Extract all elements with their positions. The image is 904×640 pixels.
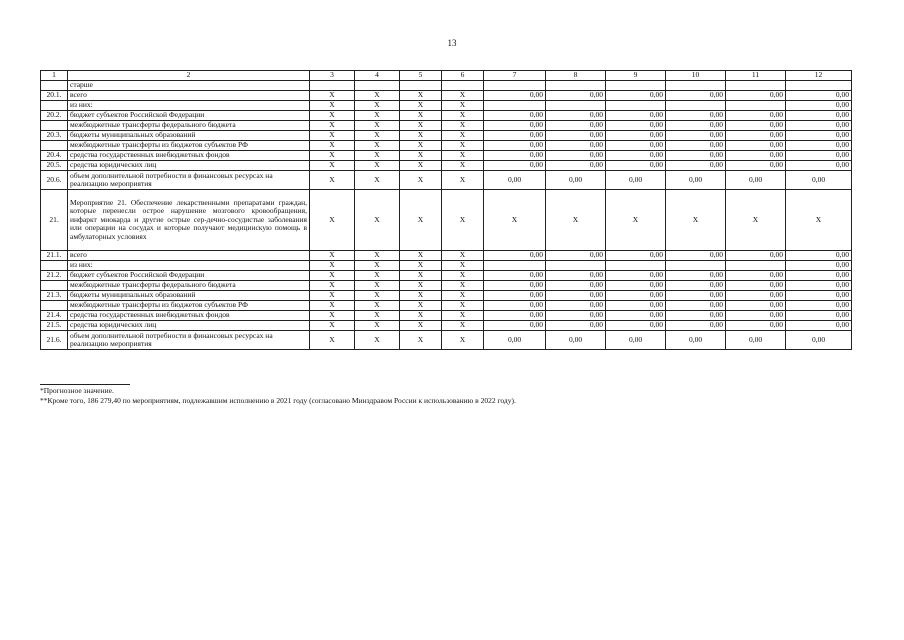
- cell-value: 0,00: [786, 301, 852, 311]
- cell-value: 0,00: [726, 271, 786, 281]
- cell-marker: X: [442, 291, 484, 301]
- cell-value: 0,00: [726, 151, 786, 161]
- table-row: [41, 171, 852, 190]
- cell-value: 0,00: [484, 321, 546, 331]
- cell-value: 0,00: [786, 311, 852, 321]
- cell-value: [546, 261, 606, 271]
- cell-value: 0,00: [666, 171, 726, 190]
- cell-value: 0,00: [546, 171, 606, 190]
- cell-value: 0,00: [726, 321, 786, 331]
- cell-marker: [400, 81, 442, 91]
- row-label: объем дополнительной потребности в финансовых ресурсах на реализацию мероприятия: [68, 331, 310, 350]
- cell-value: 0,00: [666, 331, 726, 350]
- col-header-8: 8: [546, 71, 606, 81]
- header-row: [41, 71, 852, 81]
- cell-marker: X: [442, 261, 484, 271]
- cell-marker: X: [355, 251, 400, 261]
- cell-value: 0,00: [484, 291, 546, 301]
- cell-value: 0,00: [666, 91, 726, 101]
- cell-marker: X: [400, 141, 442, 151]
- cell-value: 0,00: [666, 141, 726, 151]
- cell-value: 0,00: [484, 311, 546, 321]
- cell-value: 0,00: [786, 151, 852, 161]
- cell-value: 0,00: [726, 161, 786, 171]
- cell-marker: X: [355, 121, 400, 131]
- cell-marker: [442, 81, 484, 91]
- cell-value: 0,00: [726, 141, 786, 151]
- cell-value: 0,00: [726, 121, 786, 131]
- cell-value: 0,00: [546, 321, 606, 331]
- cell-marker: X: [400, 321, 442, 331]
- cell-marker: X: [400, 261, 442, 271]
- cell-marker: X: [355, 281, 400, 291]
- footnote-additional: **Кроме того, 186 279,40 по мероприятиям, подлежавшим исполнению в 2021 году (согласовано Минздравом России к использованию в 2022 году).: [40, 395, 516, 405]
- row-number: 21.3.: [41, 291, 68, 301]
- cell-marker: X: [442, 161, 484, 171]
- cell-value: 0,00: [546, 301, 606, 311]
- cell-value: 0,00: [726, 111, 786, 121]
- cell-marker: X: [310, 121, 355, 131]
- cell-value: 0,00: [666, 321, 726, 331]
- cell-marker: X: [355, 190, 400, 251]
- col-header-3: 3: [310, 71, 355, 81]
- cell-value: 0,00: [666, 161, 726, 171]
- cell-marker: X: [400, 271, 442, 281]
- cell-value: 0,00: [666, 311, 726, 321]
- row-number: 20.5.: [41, 161, 68, 171]
- row-label: средства юридических лиц: [68, 161, 310, 171]
- cell-value: [484, 261, 546, 271]
- cell-value: [666, 81, 726, 91]
- cell-value: X: [546, 190, 606, 251]
- cell-value: 0,00: [666, 121, 726, 131]
- row-number: 20.2.: [41, 111, 68, 121]
- row-label: межбюджетные трансферты из бюджетов субъектов РФ: [68, 141, 310, 151]
- cell-marker: X: [400, 91, 442, 101]
- cell-marker: X: [310, 151, 355, 161]
- table-row: [41, 301, 852, 311]
- cell-value: [666, 261, 726, 271]
- cell-marker: X: [310, 161, 355, 171]
- cell-marker: X: [355, 161, 400, 171]
- cell-value: 0,00: [606, 121, 666, 131]
- cell-value: 0,00: [606, 131, 666, 141]
- table-row: [41, 161, 852, 171]
- cell-value: 0,00: [606, 281, 666, 291]
- cell-value: 0,00: [666, 281, 726, 291]
- cell-value: 0,00: [484, 301, 546, 311]
- row-number: [41, 101, 68, 111]
- cell-value: 0,00: [484, 131, 546, 141]
- cell-value: [726, 101, 786, 111]
- cell-value: 0,00: [786, 261, 852, 271]
- table-row: [41, 331, 852, 350]
- cell-value: 0,00: [606, 311, 666, 321]
- cell-value: 0,00: [484, 91, 546, 101]
- cell-marker: X: [355, 271, 400, 281]
- cell-marker: X: [310, 190, 355, 251]
- cell-value: 0,00: [606, 291, 666, 301]
- cell-marker: [310, 81, 355, 91]
- row-number: [41, 281, 68, 291]
- cell-value: 0,00: [606, 141, 666, 151]
- cell-marker: X: [442, 190, 484, 251]
- cell-marker: X: [400, 291, 442, 301]
- cell-marker: X: [310, 311, 355, 321]
- cell-value: 0,00: [666, 131, 726, 141]
- row-number: [41, 301, 68, 311]
- table-row: [41, 271, 852, 281]
- row-number: 21.5.: [41, 321, 68, 331]
- cell-marker: X: [442, 331, 484, 350]
- cell-value: 0,00: [606, 251, 666, 261]
- cell-marker: X: [442, 141, 484, 151]
- footnote-forecast: *Прогнозное значение.: [40, 386, 114, 395]
- cell-value: 0,00: [786, 91, 852, 101]
- row-label: бюджеты муниципальных образований: [68, 131, 310, 141]
- cell-value: 0,00: [786, 251, 852, 261]
- cell-marker: X: [442, 121, 484, 131]
- col-header-9: 9: [606, 71, 666, 81]
- cell-marker: X: [400, 111, 442, 121]
- cell-value: 0,00: [484, 111, 546, 121]
- cell-marker: X: [310, 261, 355, 271]
- cell-marker: X: [310, 131, 355, 141]
- cell-value: 0,00: [786, 141, 852, 151]
- cell-value: 0,00: [546, 281, 606, 291]
- cell-marker: X: [442, 101, 484, 111]
- cell-value: 0,00: [666, 301, 726, 311]
- cell-marker: X: [400, 190, 442, 251]
- cell-marker: X: [310, 331, 355, 350]
- cell-marker: X: [355, 331, 400, 350]
- table-row: [41, 131, 852, 141]
- cell-marker: X: [442, 151, 484, 161]
- cell-value: [606, 261, 666, 271]
- cell-marker: X: [400, 331, 442, 350]
- cell-value: 0,00: [726, 311, 786, 321]
- cell-value: 0,00: [546, 161, 606, 171]
- cell-value: 0,00: [546, 111, 606, 121]
- row-number: 21.2.: [41, 271, 68, 281]
- table-row: [41, 141, 852, 151]
- cell-value: 0,00: [666, 251, 726, 261]
- col-header-5: 5: [400, 71, 442, 81]
- cell-value: 0,00: [726, 301, 786, 311]
- cell-value: 0,00: [606, 321, 666, 331]
- cell-marker: X: [400, 131, 442, 141]
- row-label: объем дополнительной потребности в финансовых ресурсах на реализацию мероприятия: [68, 171, 310, 190]
- cell-value: 0,00: [786, 161, 852, 171]
- footnotes: [40, 384, 516, 405]
- cell-marker: X: [442, 311, 484, 321]
- cell-value: X: [786, 190, 852, 251]
- cell-value: 0,00: [606, 91, 666, 101]
- cell-marker: X: [310, 101, 355, 111]
- cell-marker: X: [310, 321, 355, 331]
- col-header-1: 1: [41, 71, 68, 81]
- row-label: всего: [68, 91, 310, 101]
- cell-value: 0,00: [484, 271, 546, 281]
- row-label: средства юридических лиц: [68, 321, 310, 331]
- cell-value: 0,00: [726, 251, 786, 261]
- cell-marker: X: [310, 271, 355, 281]
- cell-marker: X: [355, 311, 400, 321]
- cell-marker: X: [355, 301, 400, 311]
- cell-value: 0,00: [786, 331, 852, 350]
- cell-value: 0,00: [546, 91, 606, 101]
- row-number: 20.3.: [41, 131, 68, 141]
- cell-marker: X: [400, 101, 442, 111]
- cell-value: 0,00: [484, 151, 546, 161]
- row-label: старше: [68, 81, 310, 91]
- row-label: из них:: [68, 101, 310, 111]
- cell-value: 0,00: [546, 251, 606, 261]
- cell-value: [484, 81, 546, 91]
- cell-value: 0,00: [484, 281, 546, 291]
- row-label: бюджеты муниципальных образований: [68, 291, 310, 301]
- cell-value: 0,00: [726, 91, 786, 101]
- cell-marker: X: [400, 161, 442, 171]
- cell-value: 0,00: [606, 161, 666, 171]
- row-label: межбюджетные трансферты федерального бюджета: [68, 281, 310, 291]
- cell-value: 0,00: [546, 331, 606, 350]
- cell-marker: X: [355, 171, 400, 190]
- table-row: [41, 281, 852, 291]
- cell-value: X: [666, 190, 726, 251]
- row-label: из них:: [68, 261, 310, 271]
- page-number: 13: [447, 38, 457, 48]
- cell-value: 0,00: [786, 101, 852, 111]
- row-number: [41, 81, 68, 91]
- cell-value: 0,00: [484, 331, 546, 350]
- cell-marker: X: [442, 321, 484, 331]
- table-row: [41, 311, 852, 321]
- cell-value: 0,00: [606, 111, 666, 121]
- footnote-separator: [40, 384, 130, 385]
- row-label: средства государственных внебюджетных фондов: [68, 311, 310, 321]
- row-label: межбюджетные трансферты из бюджетов субъектов РФ: [68, 301, 310, 311]
- cell-value: 0,00: [484, 121, 546, 131]
- cell-value: 0,00: [546, 271, 606, 281]
- cell-value: 0,00: [786, 111, 852, 121]
- cell-marker: X: [355, 141, 400, 151]
- cell-value: [726, 81, 786, 91]
- row-number: [41, 121, 68, 131]
- row-number: 20.6.: [41, 171, 68, 190]
- cell-marker: X: [310, 111, 355, 121]
- cell-marker: X: [310, 291, 355, 301]
- cell-marker: X: [442, 111, 484, 121]
- cell-value: X: [606, 190, 666, 251]
- cell-marker: X: [310, 301, 355, 311]
- row-number: 21.6.: [41, 331, 68, 350]
- cell-value: 0,00: [786, 271, 852, 281]
- table-row: [41, 291, 852, 301]
- col-header-12: 12: [786, 71, 852, 81]
- table-row: [41, 91, 852, 101]
- cell-value: 0,00: [726, 171, 786, 190]
- cell-value: 0,00: [606, 301, 666, 311]
- cell-value: 0,00: [546, 151, 606, 161]
- cell-value: 0,00: [786, 281, 852, 291]
- row-number: 21.4.: [41, 311, 68, 321]
- cell-marker: [355, 81, 400, 91]
- cell-marker: X: [442, 91, 484, 101]
- cell-value: 0,00: [606, 171, 666, 190]
- row-number: 20.1.: [41, 91, 68, 101]
- table-row: [41, 261, 852, 271]
- row-number: [41, 261, 68, 271]
- cell-value: 0,00: [606, 151, 666, 161]
- cell-marker: X: [400, 121, 442, 131]
- cell-marker: X: [355, 101, 400, 111]
- cell-value: 0,00: [786, 171, 852, 190]
- financing-table: [40, 70, 852, 350]
- cell-marker: X: [400, 311, 442, 321]
- cell-value: 0,00: [546, 291, 606, 301]
- cell-marker: X: [400, 281, 442, 291]
- col-header-11: 11: [726, 71, 786, 81]
- table-row: [41, 321, 852, 331]
- cell-marker: X: [400, 301, 442, 311]
- cell-value: 0,00: [484, 161, 546, 171]
- cell-marker: X: [355, 261, 400, 271]
- cell-marker: X: [442, 171, 484, 190]
- cell-value: 0,00: [484, 141, 546, 151]
- cell-value: [666, 101, 726, 111]
- table-row: [41, 81, 852, 91]
- row-label: межбюджетные трансферты федерального бюджета: [68, 121, 310, 131]
- row-number: 21.: [41, 190, 68, 251]
- cell-value: 0,00: [786, 121, 852, 131]
- cell-marker: X: [355, 321, 400, 331]
- row-label: бюджет субъектов Российской Федерации: [68, 271, 310, 281]
- table-row: [41, 101, 852, 111]
- cell-value: 0,00: [666, 271, 726, 281]
- cell-value: [484, 101, 546, 111]
- cell-marker: X: [355, 111, 400, 121]
- col-header-10: 10: [666, 71, 726, 81]
- cell-value: [606, 101, 666, 111]
- cell-value: 0,00: [726, 131, 786, 141]
- col-header-7: 7: [484, 71, 546, 81]
- cell-value: 0,00: [484, 251, 546, 261]
- cell-value: [546, 81, 606, 91]
- cell-marker: X: [355, 151, 400, 161]
- cell-value: [726, 261, 786, 271]
- cell-marker: X: [310, 281, 355, 291]
- cell-value: 0,00: [666, 111, 726, 121]
- table-row: [41, 121, 852, 131]
- cell-marker: X: [355, 131, 400, 141]
- cell-marker: X: [355, 291, 400, 301]
- cell-value: X: [484, 190, 546, 251]
- cell-marker: X: [400, 151, 442, 161]
- cell-value: 0,00: [726, 291, 786, 301]
- row-label: бюджет субъектов Российской Федерации: [68, 111, 310, 121]
- cell-marker: X: [442, 281, 484, 291]
- table-row: [41, 111, 852, 121]
- cell-value: [786, 81, 852, 91]
- row-number: 21.1.: [41, 251, 68, 261]
- row-label: средства государственных внебюджетных фондов: [68, 151, 310, 161]
- cell-marker: X: [310, 91, 355, 101]
- cell-value: 0,00: [606, 331, 666, 350]
- cell-marker: X: [442, 251, 484, 261]
- col-header-2: 2: [68, 71, 310, 81]
- cell-value: 0,00: [666, 151, 726, 161]
- col-header-4: 4: [355, 71, 400, 81]
- cell-marker: X: [400, 171, 442, 190]
- cell-value: 0,00: [606, 271, 666, 281]
- col-header-6: 6: [442, 71, 484, 81]
- cell-value: 0,00: [786, 291, 852, 301]
- cell-value: 0,00: [726, 331, 786, 350]
- cell-value: 0,00: [546, 141, 606, 151]
- cell-marker: X: [442, 271, 484, 281]
- table-row: [41, 190, 852, 251]
- row-number: [41, 141, 68, 151]
- cell-marker: X: [442, 301, 484, 311]
- table-row: [41, 151, 852, 161]
- cell-marker: X: [400, 251, 442, 261]
- row-label: всего: [68, 251, 310, 261]
- cell-value: X: [726, 190, 786, 251]
- table-row: [41, 251, 852, 261]
- cell-marker: X: [310, 141, 355, 151]
- cell-value: 0,00: [484, 171, 546, 190]
- cell-value: [546, 101, 606, 111]
- row-number: 20.4.: [41, 151, 68, 161]
- cell-value: 0,00: [726, 281, 786, 291]
- cell-value: 0,00: [546, 121, 606, 131]
- cell-value: 0,00: [546, 131, 606, 141]
- cell-value: [606, 81, 666, 91]
- cell-value: 0,00: [546, 311, 606, 321]
- cell-value: 0,00: [786, 131, 852, 141]
- cell-marker: X: [310, 171, 355, 190]
- cell-value: 0,00: [786, 321, 852, 331]
- cell-marker: X: [310, 251, 355, 261]
- cell-marker: X: [355, 91, 400, 101]
- cell-value: 0,00: [666, 291, 726, 301]
- cell-marker: X: [442, 131, 484, 141]
- row-label: Мероприятие 21. Обеспечение лекарственными препаратами граждан, которые перенесли острое нарушение мозгового кровообращения, инфаркт миокарда и другие острые сер-дечно-сосудистые заболевания или операции на сосудах и которые получают медицинскую помощь в амбулаторных условиях: [68, 190, 310, 251]
